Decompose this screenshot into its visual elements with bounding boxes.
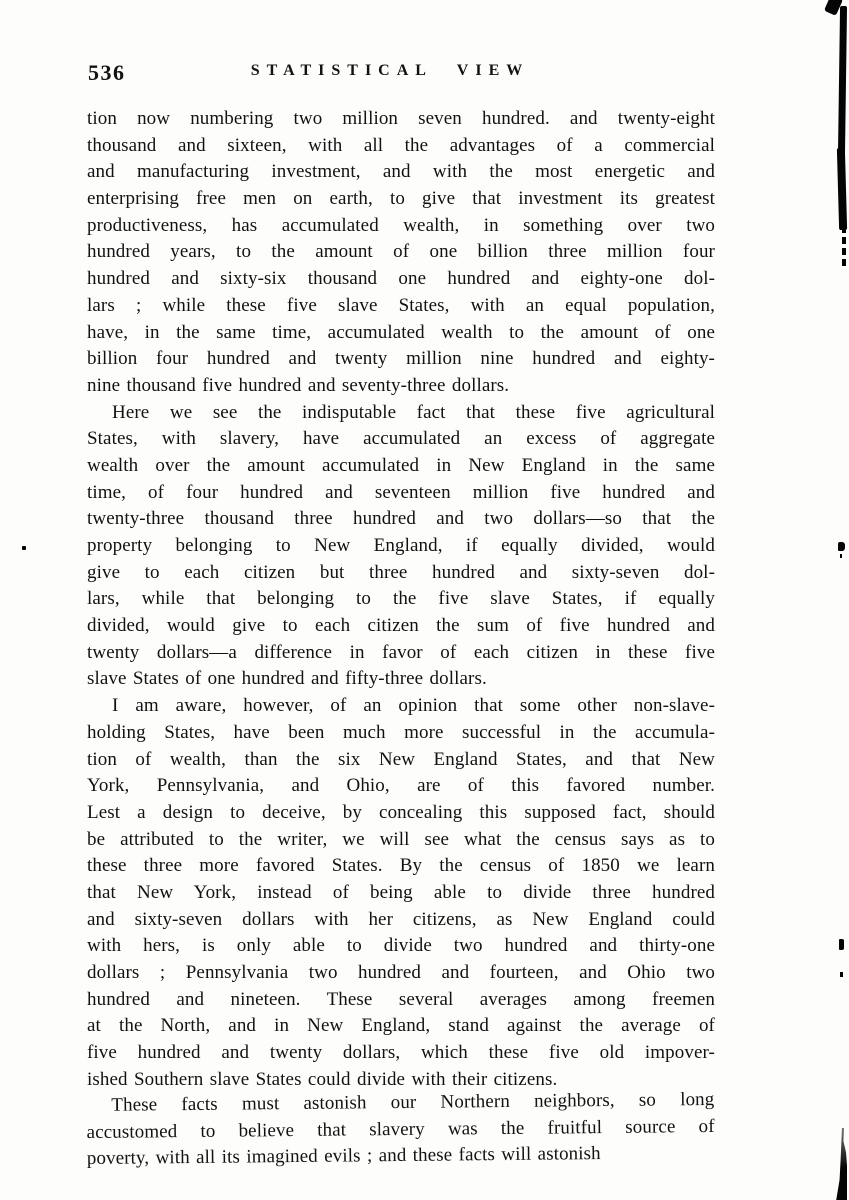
text-line: twenty-three thousand three hundred and two dollars—so that the bbox=[87, 508, 715, 530]
text-line: I am aware, however, of an opinion that some other non-slave- bbox=[112, 695, 715, 717]
text-line: these three more favored States. By the census of 1850 we learn bbox=[87, 855, 715, 877]
text-line: slave States of one hundred and fifty-three dollars. bbox=[87, 668, 487, 690]
text-line: These facts must astonish our Northern neighbors, so long bbox=[111, 1089, 715, 1117]
text-line: lars, while that belonging to the five slave States, if equally bbox=[87, 588, 715, 610]
page-number: 536 bbox=[88, 60, 126, 85]
text-line: and manufacturing investment, and with the most energetic and bbox=[87, 161, 715, 183]
text-line: that New York, instead of being able to divide three hundred bbox=[87, 881, 715, 903]
text-line: at the North, and in New England, stand against the average of bbox=[87, 1015, 715, 1037]
text-line: have, in the same time, accumulated wealth to the amount of one bbox=[87, 321, 715, 343]
body-text bbox=[87, 106, 715, 1174]
paragraph bbox=[87, 106, 715, 400]
text-line: divided, would give to each citizen the sum of five hundred and bbox=[87, 615, 715, 637]
text-line: poverty, with all its imagined evils ; and these facts will astonish bbox=[86, 1143, 601, 1170]
text-line: hundred and nineteen. These several averages among freemen bbox=[87, 988, 715, 1010]
text-line: with hers, is only able to divide two hundred and thirty-one bbox=[87, 935, 715, 957]
text-line: billion four hundred and twenty million nine hundred and eighty- bbox=[87, 348, 715, 370]
ink-speck-right-margin-2 bbox=[839, 939, 844, 950]
ink-speck-right-margin-3 bbox=[840, 972, 843, 977]
text-line: five hundred and twenty dollars, which these five old impover- bbox=[87, 1042, 715, 1064]
gutter-ink-streak-top bbox=[838, 6, 847, 156]
text-line: twenty dollars—a difference in favor of each citizen in these five bbox=[87, 641, 715, 663]
text-line: time, of four hundred and seventeen million five hundred and bbox=[87, 481, 715, 503]
gutter-ink-streak-top-lower bbox=[837, 148, 847, 230]
ink-speck-right-margin-1 bbox=[838, 542, 845, 551]
text-line: lars ; while these five slave States, with an equal population, bbox=[87, 294, 715, 316]
text-line: States, with slavery, have accumulated an excess of aggregate bbox=[87, 428, 715, 450]
text-line: enterprising free men on earth, to give that investment its greatest bbox=[87, 188, 715, 210]
text-line: York, Pennsylvania, and Ohio, are of this favored number. bbox=[87, 775, 715, 797]
text-line: and sixty-seven dollars with her citizens, as New England could bbox=[87, 908, 715, 930]
text-line: accustomed to believe that slavery was the fruitful source of bbox=[86, 1116, 715, 1144]
text-line: wealth over the amount accumulated in New England in the same bbox=[87, 454, 715, 476]
text-line: thousand and sixteen, with all the advantages of a commercial bbox=[87, 134, 715, 156]
text-line: hundred and sixty-six thousand one hundred and eighty-one dol- bbox=[87, 268, 715, 290]
ink-speck-left-margin bbox=[22, 546, 26, 550]
paragraph bbox=[87, 693, 715, 1093]
text-line: give to each citizen but three hundred and sixty-seven dol- bbox=[87, 561, 715, 583]
text-line: dollars ; Pennsylvania two hundred and fourteen, and Ohio two bbox=[87, 962, 715, 983]
text-line: ished Southern slave States could divide with their citizens. bbox=[87, 1068, 558, 1090]
text-line: Here we see the indisputable fact that these five agricultural bbox=[112, 401, 715, 423]
text-line: tion now numbering two million seven hundred. and twenty-eight bbox=[87, 108, 715, 129]
text-line: Lest a design to deceive, by concealing this supposed fact, should bbox=[87, 801, 715, 823]
text-line: be attributed to the writer, we will see what the census says as to bbox=[87, 828, 715, 850]
text-line: nine thousand five hundred and seventy-three dollars. bbox=[87, 374, 510, 396]
paragraph bbox=[86, 1087, 715, 1173]
ink-speck-right-margin-1b bbox=[840, 554, 842, 558]
text-line: property belonging to New England, if equally divided, would bbox=[87, 535, 715, 556]
gutter-ink-streak-bottom bbox=[835, 1128, 847, 1200]
gutter-ink-streak-top-tail bbox=[842, 226, 846, 270]
text-line: holding States, have been much more successful in the accumula- bbox=[87, 721, 715, 743]
text-line: productiveness, has accumulated wealth, in something over two bbox=[87, 214, 715, 236]
running-title: STATISTICAL VIEW bbox=[250, 62, 530, 79]
text-line: hundred years, to the amount of one billion three million four bbox=[87, 241, 715, 263]
text-line: tion of wealth, than the six New England States, and that New bbox=[87, 748, 715, 770]
running-head bbox=[87, 58, 715, 88]
paragraph bbox=[87, 400, 715, 694]
